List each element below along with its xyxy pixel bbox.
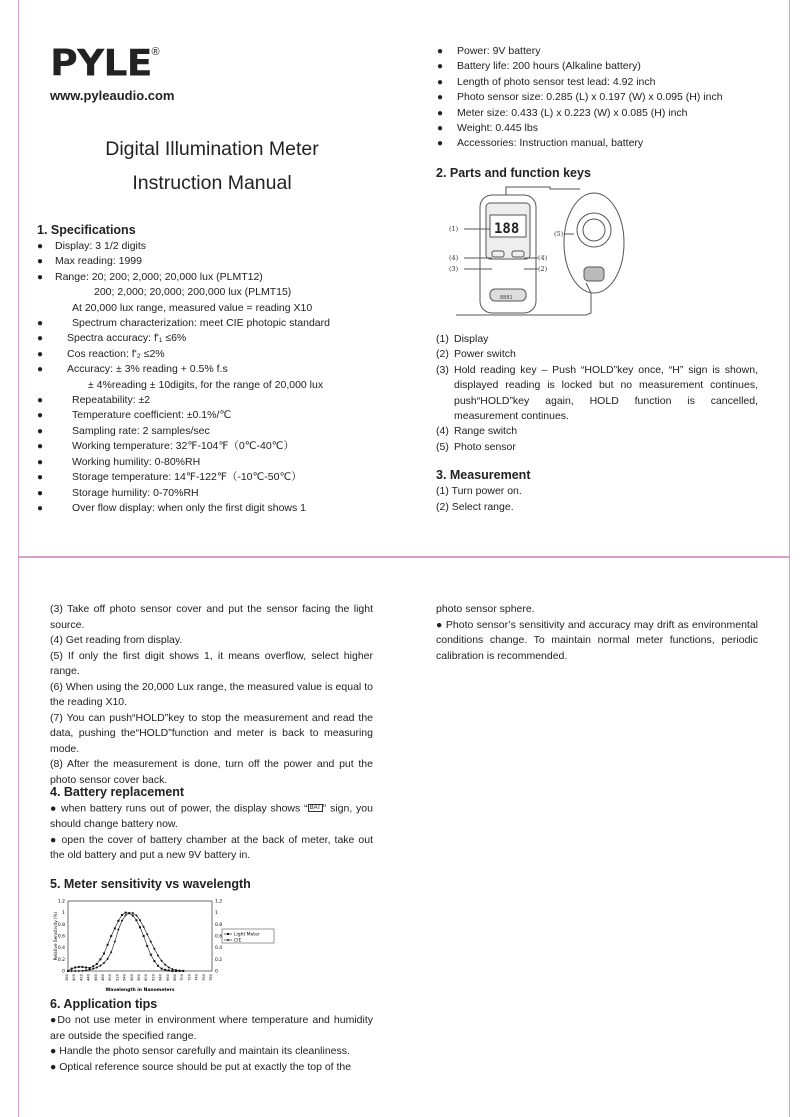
x-tick-label: 440 [86,974,91,981]
spec-item: ● Max reading: 1999 [37,254,382,269]
data-point [92,968,94,970]
spec-item: ● Over flow display: when only the first digit shows 1 [37,501,382,516]
y2-tick-label: 0.4 [215,946,223,952]
tips-heading: 6. Application tips [50,997,158,1011]
y2-tick-label: 1.2 [215,899,223,905]
x-tick-label: 600 [144,974,149,981]
legend-label: Light Meter [234,932,260,938]
y2-tick-label: 0.6 [215,934,223,940]
diagram-label-1: (1) [449,225,459,233]
spec-item: ● Display: 3 1/2 digits [37,239,382,254]
x-tick-label: 520 [115,974,120,981]
photo-sensor-dome [577,213,611,247]
measurement-step: (5) If only the first digit shows 1, it means overflow, select higher range. [50,649,373,677]
data-point [110,935,112,937]
spec-item: ● Meter size: 0.433 (L) x 0.223 (W) x 0.085 (H) inch [437,106,767,121]
parts-item: (3) Hold reading key – Push “HOLD”key once, “H” sign is shown, displayed reading is locked but no measurement continues, push“HOLD”key again, HOLD function is cancelled, measurement continues. [436,363,758,423]
data-point [110,951,112,953]
y-tick-label: 1.2 [57,899,65,905]
tip-item-continued: photo sensor sphere. [436,603,535,615]
data-point [81,970,83,972]
measurement-heading: 3. Measurement [436,468,531,482]
y2-tick-label: 0.8 [215,922,223,928]
data-point [153,948,155,950]
document-title [50,132,374,200]
data-point [103,953,105,955]
x-tick-label: 740 [194,974,199,981]
data-point [114,927,116,929]
title-line-1: Digital Illumination Meter [105,138,319,160]
spec-item: ● Weight: 0.445 lbs [437,121,767,136]
spec-item: 200; 2,000; 20,000; 200,000 lux (PLMT15) [94,286,292,299]
measurement-continued [50,602,373,788]
x-tick-label: 760 [201,974,206,981]
x-tick-label: 480 [101,974,105,981]
diagram-model-text: 8881 [500,295,513,301]
data-point [157,965,159,967]
x-tick-label: 700 [180,974,185,981]
spec-item: ● Storage humility: 0-70%RH [37,486,382,501]
y2-tick-label: 1 [215,911,218,917]
data-point [146,945,148,947]
data-point [107,944,109,946]
x-tick-label: 500 [108,974,113,981]
data-point [81,966,83,968]
meter-diagram [446,183,646,323]
measurement-step: (3) Take off photo sensor cover and put the sensor facing the light source. [50,603,373,631]
specs-heading: 1. Specifications [37,223,136,237]
data-point [168,969,170,971]
data-point [146,933,148,935]
data-point [74,970,76,972]
measurement-step: (2) Select range. [436,500,514,513]
title-line-2: Instruction Manual [132,172,292,194]
data-point [117,920,119,922]
y2-tick-label: 0.2 [215,957,223,963]
parts-item: (5) Photo sensor [436,440,516,453]
measurement-step: (7) You can push“HOLD”key to stop the measurement and read the data, pushing the“HOLD”function and meter is back to measuring mode. [50,711,373,755]
diagram-label-5: (5) [554,230,564,238]
spec-item: ● Photo sensor size: 0.285 (L) x 0.197 (W) x 0.095 (H) inch [437,90,767,105]
battery-heading: 4. Battery replacement [50,785,185,799]
parts-list [436,332,758,455]
x-tick-label: 780 [209,974,213,981]
x-tick-label: 620 [151,974,156,981]
diagram-label-3: (3) [449,265,459,273]
diagram-label-4b: (4) [538,254,548,262]
measurement-step: (6) When using the 20,000 Lux range, the measured value is equal to the reading X10. [50,680,373,708]
registered-mark: ® [151,46,160,58]
battery-paragraph-1: ● when battery runs out of power, the display shows “ BAT ” sign, you should change battery now. [50,802,373,831]
measurement-step: (8) After the measurement is done, turn off the power and put the photo sensor cover back. [50,758,373,786]
y-axis-label: Relative Sensitivity (%) [53,911,58,961]
x-tick-label: 400 [72,974,77,981]
data-point [150,940,152,942]
parts-item: (4) Range switch [436,425,518,438]
spec-item: ● Power: 9V battery [437,44,767,59]
measurement-step: (4) Get reading from display. [50,634,183,646]
sensitivity-heading: 5. Meter sensitivity vs wavelength [50,877,251,891]
data-point [161,968,163,970]
x-tick-label: 640 [158,974,163,981]
spec-item: ● Spectrum characterization: meet CIE photopic standard [37,316,382,331]
spec-item: ● Spectra accuracy: f'₁ ≤6% [37,331,382,346]
spec-item: ● Length of photo sensor test lead: 4.92 inch [437,75,767,90]
x-tick-label: 660 [165,974,170,981]
y-tick-label: 0.6 [57,934,65,940]
legend-marker [227,933,229,935]
data-point [96,966,98,968]
x-tick-label: 560 [129,974,134,981]
specifications-continued [437,44,767,152]
diagram-display-text: 188 [494,221,520,237]
data-point [139,926,141,928]
x-tick-label: 680 [173,974,177,981]
spec-item: ● Working humility: 0-80%RH [37,455,382,470]
spec-item: At 20,000 lux range, measured value = reading X10 [72,301,313,314]
brand-url: www.pyleaudio.com [50,88,175,103]
spec-item: ● Storage temperature: 14℉-122℉（-10℃-50℃） [37,470,382,485]
tip-item: ● Handle the photo sensor carefully and maintain its cleanliness. [50,1045,350,1057]
spec-item: ● Battery life: 200 hours (Alkaline battery) [437,59,767,74]
spec-item: ● Range: 20; 200; 2,000; 20,000 lux (PLMT12) [37,270,382,285]
y-tick-label: 0.2 [57,957,65,963]
pyle-logo [50,44,160,82]
data-point [78,966,80,968]
y-tick-label: 1 [62,911,65,917]
measurement-step: (1) Turn power on. [436,485,522,497]
data-point [142,926,144,928]
tip-item: ● Optical reference source should be put at exactly the top of the [50,1060,352,1073]
spec-item: ± 4%reading ± 10digits, for the range of 20,000 lux [88,378,324,391]
data-point [150,954,152,956]
data-point [92,965,94,967]
parts-item: (2) Power switch [436,348,516,361]
battery-section [50,784,373,864]
data-point [171,968,173,970]
x-tick-label: 420 [79,974,84,981]
parts-heading: 2. Parts and function keys [436,166,591,180]
data-point [117,928,119,930]
data-point [132,915,134,917]
x-tick-label: 540 [122,974,127,981]
data-point [78,970,80,972]
spec-item: ● Accuracy: ± 3% reading + 0.5% f.s [37,362,382,377]
legend-label: CIE [234,938,242,944]
logo-text: PYLE [50,42,152,84]
diagram-label-2: (2) [538,265,548,273]
data-point [74,967,76,969]
data-point [114,940,116,942]
data-point [96,963,98,965]
spec-item: ● Repeatability: ±2 [37,393,382,408]
diagram-label-4: (4) [449,254,459,262]
spec-item: ● Sampling rate: 2 samples/sec [37,424,382,439]
data-point [164,969,166,971]
data-point [99,958,101,960]
x-tick-label: 380 [65,974,69,981]
x-tick-label: 460 [93,974,98,981]
specifications-section [37,222,382,516]
data-point [153,960,155,962]
tips-continued [436,602,758,664]
data-point [70,970,72,972]
data-point [143,935,145,937]
tips-section [50,996,373,1075]
x-tick-label: 580 [137,974,141,981]
data-point [135,919,137,921]
x-tick-label: 720 [187,974,192,981]
tip-item: ●Do not use meter in environment where temperature and humidity are outside the specified range. [50,1014,373,1042]
spec-item: ● Working temperature: 32℉-104℉（0℃-40℃） [37,439,382,454]
plot-frame [68,901,212,971]
spec-item: ● Cos reaction: f'₂ ≤2% [37,347,382,362]
battery-paragraph-2: ● open the cover of battery chamber at the back of meter, take out the old battery and put a new 9V battery in. [50,833,373,862]
data-point [121,914,123,916]
data-point [71,968,73,970]
x-axis-label: Wavelength in Nanometers [105,988,175,993]
battery-icon: BAT [309,805,321,811]
y-tick-label: 0.8 [57,922,65,928]
sensitivity-chart [50,895,280,993]
series-line-light-meter [68,913,183,971]
tip-item: ● Photo sensor’s sensitivity and accuracy may drift as environmental conditions change. To maintain normal meter functions, periodic calibration is recommended. [436,618,758,662]
y-tick-label: 0.4 [57,946,65,952]
y2-tick-label: 0 [215,969,218,975]
spec-item: ● Temperature coefficient: ±0.1%/℃ [37,408,382,423]
measurement-section [436,467,758,515]
data-point [85,967,87,969]
parts-item: (1) Display [436,333,489,345]
series-line-cie [68,913,183,971]
data-point [125,912,127,914]
y-tick-label: 0 [62,969,65,975]
spec-item: ● Accessories: Instruction manual, battery [437,136,767,151]
